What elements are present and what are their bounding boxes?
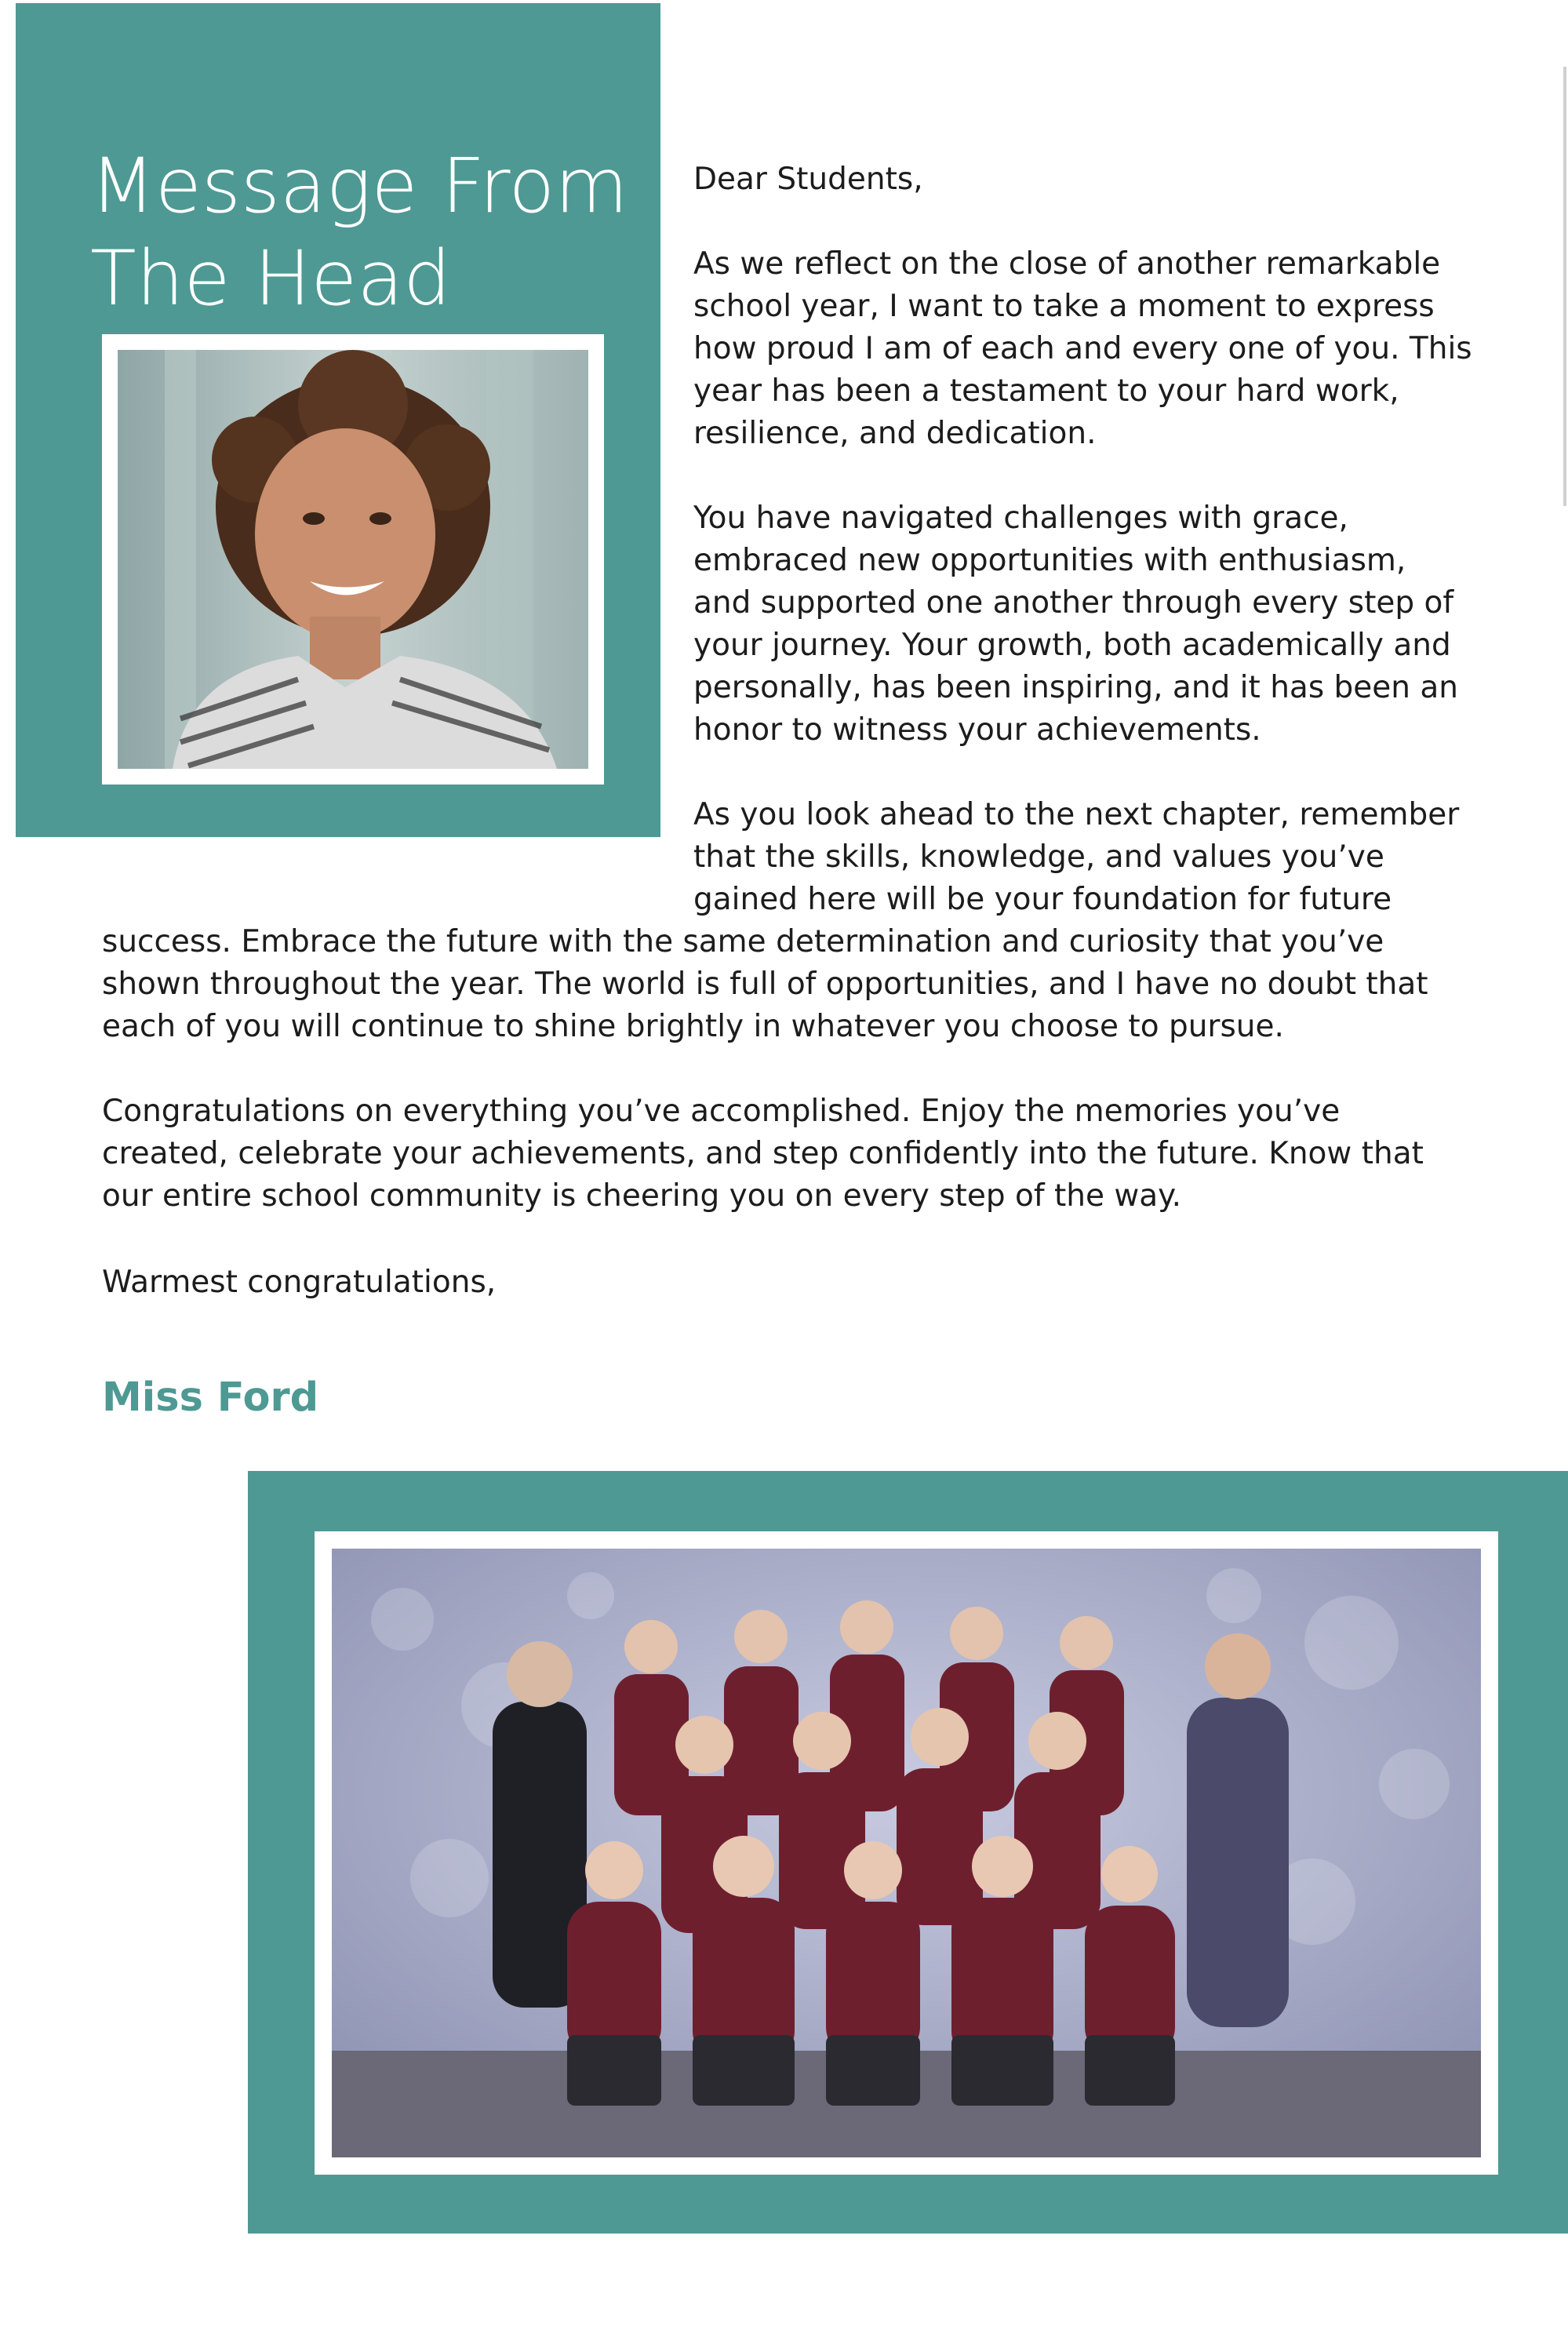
title-line-2: The Head bbox=[90, 235, 452, 322]
paragraph-3-wide bbox=[102, 921, 1428, 1048]
group-photo-frame bbox=[315, 1531, 1498, 2175]
text-line: how proud I am of each and every one of you. This bbox=[693, 331, 1472, 366]
text-line: As we reflect on the close of another remarkable bbox=[693, 246, 1441, 282]
text-line: personally, has been inspiring, and it has been an bbox=[693, 670, 1459, 705]
text-line: that the skills, knowledge, and values you’ve bbox=[693, 839, 1384, 875]
text-line: As you look ahead to the next chapter, remember bbox=[693, 797, 1460, 832]
text-line: gained here will be your foundation for future bbox=[693, 882, 1392, 917]
text-line: Congratulations on everything you’ve accomplished. Enjoy the memories you’ve bbox=[102, 1094, 1341, 1129]
text-line: resilience, and dedication. bbox=[693, 416, 1097, 451]
paragraph-1 bbox=[693, 243, 1472, 455]
text-line: You have navigated challenges with grace, bbox=[693, 501, 1348, 536]
headteacher-portrait bbox=[118, 350, 588, 769]
text-line: success. Embrace the future with the same determination and curiosity that you’ve bbox=[102, 924, 1384, 959]
closing-line: Warmest congratulations, bbox=[102, 1265, 497, 1300]
title-line-1: Message From bbox=[90, 142, 628, 230]
paragraph-2 bbox=[693, 497, 1458, 752]
paragraph-3-narrow bbox=[693, 794, 1459, 921]
text-line: each of you will continue to shine brightly in whatever you choose to pursue. bbox=[102, 1009, 1284, 1044]
text-line: shown throughout the year. The world is full of opportunities, and I have no doubt that bbox=[102, 967, 1428, 1002]
signature-name: Miss Ford bbox=[102, 1374, 319, 1421]
page-title bbox=[90, 140, 628, 325]
text-line: school year, I want to take a moment to express bbox=[693, 289, 1435, 324]
text-line: year has been a testament to your hard work, bbox=[693, 373, 1399, 409]
text-line: and supported one another through every step of bbox=[693, 585, 1454, 621]
class-group-photo bbox=[332, 1549, 1481, 2157]
group-photo-panel bbox=[248, 1471, 1568, 2234]
text-line: embraced new opportunities with enthusiasm, bbox=[693, 543, 1406, 578]
text-line: your journey. Your growth, both academically and bbox=[693, 628, 1451, 663]
text-line: our entire school community is cheering you on every step of the way. bbox=[102, 1178, 1182, 1214]
page-edge-line bbox=[1563, 67, 1566, 506]
paragraph-4 bbox=[102, 1090, 1424, 1218]
text-line: created, celebrate your achievements, and step confidently into the future. Know that bbox=[102, 1136, 1424, 1171]
text-line: honor to witness your achievements. bbox=[693, 712, 1261, 748]
portrait-frame bbox=[102, 334, 604, 785]
salutation: Dear Students, bbox=[693, 162, 923, 197]
